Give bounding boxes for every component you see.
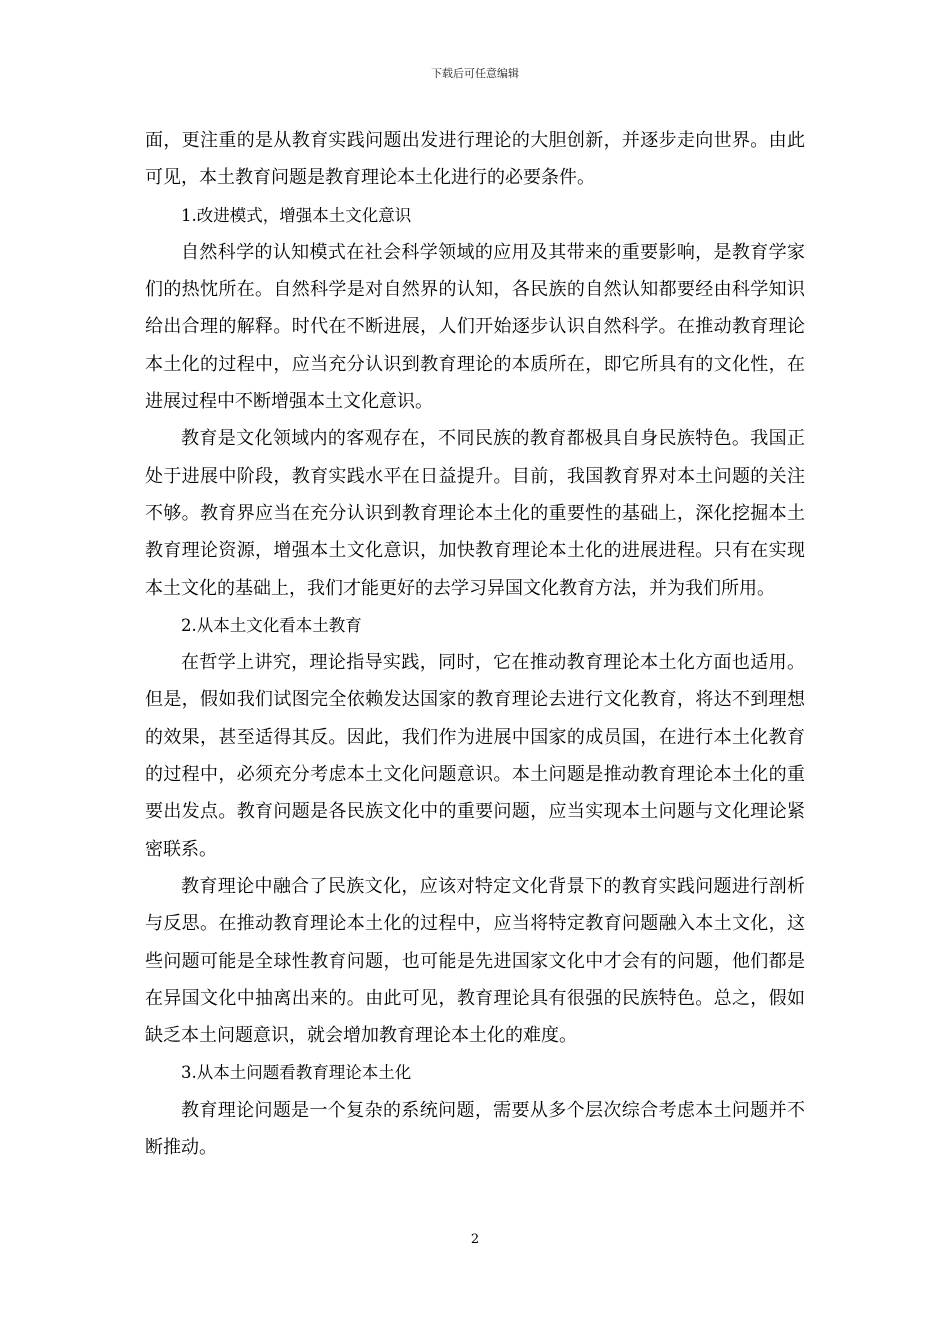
section-2 [145,607,805,1055]
page-number: 2 [470,1232,480,1247]
section-3-heading: 3.从本土问题看教育理论本土化 [181,1063,412,1083]
section-2-paragraph-2: 教育理论中融合了民族文化，应该对特定文化背景下的教育实践问题进行剖析与反思。在推动教育理论本土化的过程中，应当将特定教育问题融入本土文化，这些问题可能是全球性教育问题，也可能是先进国家文化中才会有的问题，他们都是在异国文化中抽离出来的。由此可见，教育理论具有很强的民族特色。总之，假如缺乏本土问题意识，就会增加教育理论本土化的难度。 [145,875,805,1047]
section-2-paragraph-1: 在哲学上讲究，理论指导实践，同时，它在推动教育理论本土化方面也适用。但是，假如我们试图完全依赖发达国家的教育理论去进行文化教育，将达不到理想的效果，甚至适得其反。因此，我们作为进展中国家的成员国，在进行本土化教育的过程中，必须充分考虑本土文化问题意识。本土问题是推动教育理论本土化的重要出发点。教育问题是各民族文化中的重要问题，应当实现本土问题与文化理论紧密联系。 [145,652,805,860]
section-1 [145,197,805,607]
section-1-paragraph-1: 自然科学的认知模式在社会科学领域的应用及其带来的重要影响，是教育学家们的热忱所在。自然科学是对自然界的认知，各民族的自然认知都要经由科学知识给出合理的解释。时代在不断进展，人们开始逐步认识自然科学。在推动教育理论本土化的过程中，应当充分认识到教育理论的本质所在，即它所具有的文化性，在进展过程中不断增强本土文化意识。 [145,241,805,413]
section-3-paragraph-1: 教育理论问题是一个复杂的系统问题，需要从多个层次综合考虑本土问题并不断推动。 [145,1099,805,1159]
intro-paragraph: 面，更注重的是从教育实践问题出发进行理论的大胆创新，并逐步走向世界。由此可见，本土教育问题是教育理论本土化进行的必要条件。 [145,130,805,189]
section-1-heading: 1.改进模式，增强本土文化意识 [181,205,412,225]
page-header: 下载后可任意编辑 [431,67,519,80]
section-1-paragraph-2: 教育是文化领域内的客观存在，不同民族的教育都极具自身民族特色。我国正处于进展中阶段，教育实践水平在日益提升。目前，我国教育界对本土问题的关注不够。教育界应当在充分认识到教育理论本土化的重要性的基础上，深化挖掘本土教育理论资源，增强本土文化意识，加快教育理论本土化的进展进程。只有在实现本土文化的基础上，我们才能更好的去学习异国文化教育方法，并为我们所用。 [145,428,805,599]
document-body [145,122,805,1166]
section-3 [145,1054,805,1166]
section-2-heading: 2.从本土文化看本土教育 [181,615,362,635]
